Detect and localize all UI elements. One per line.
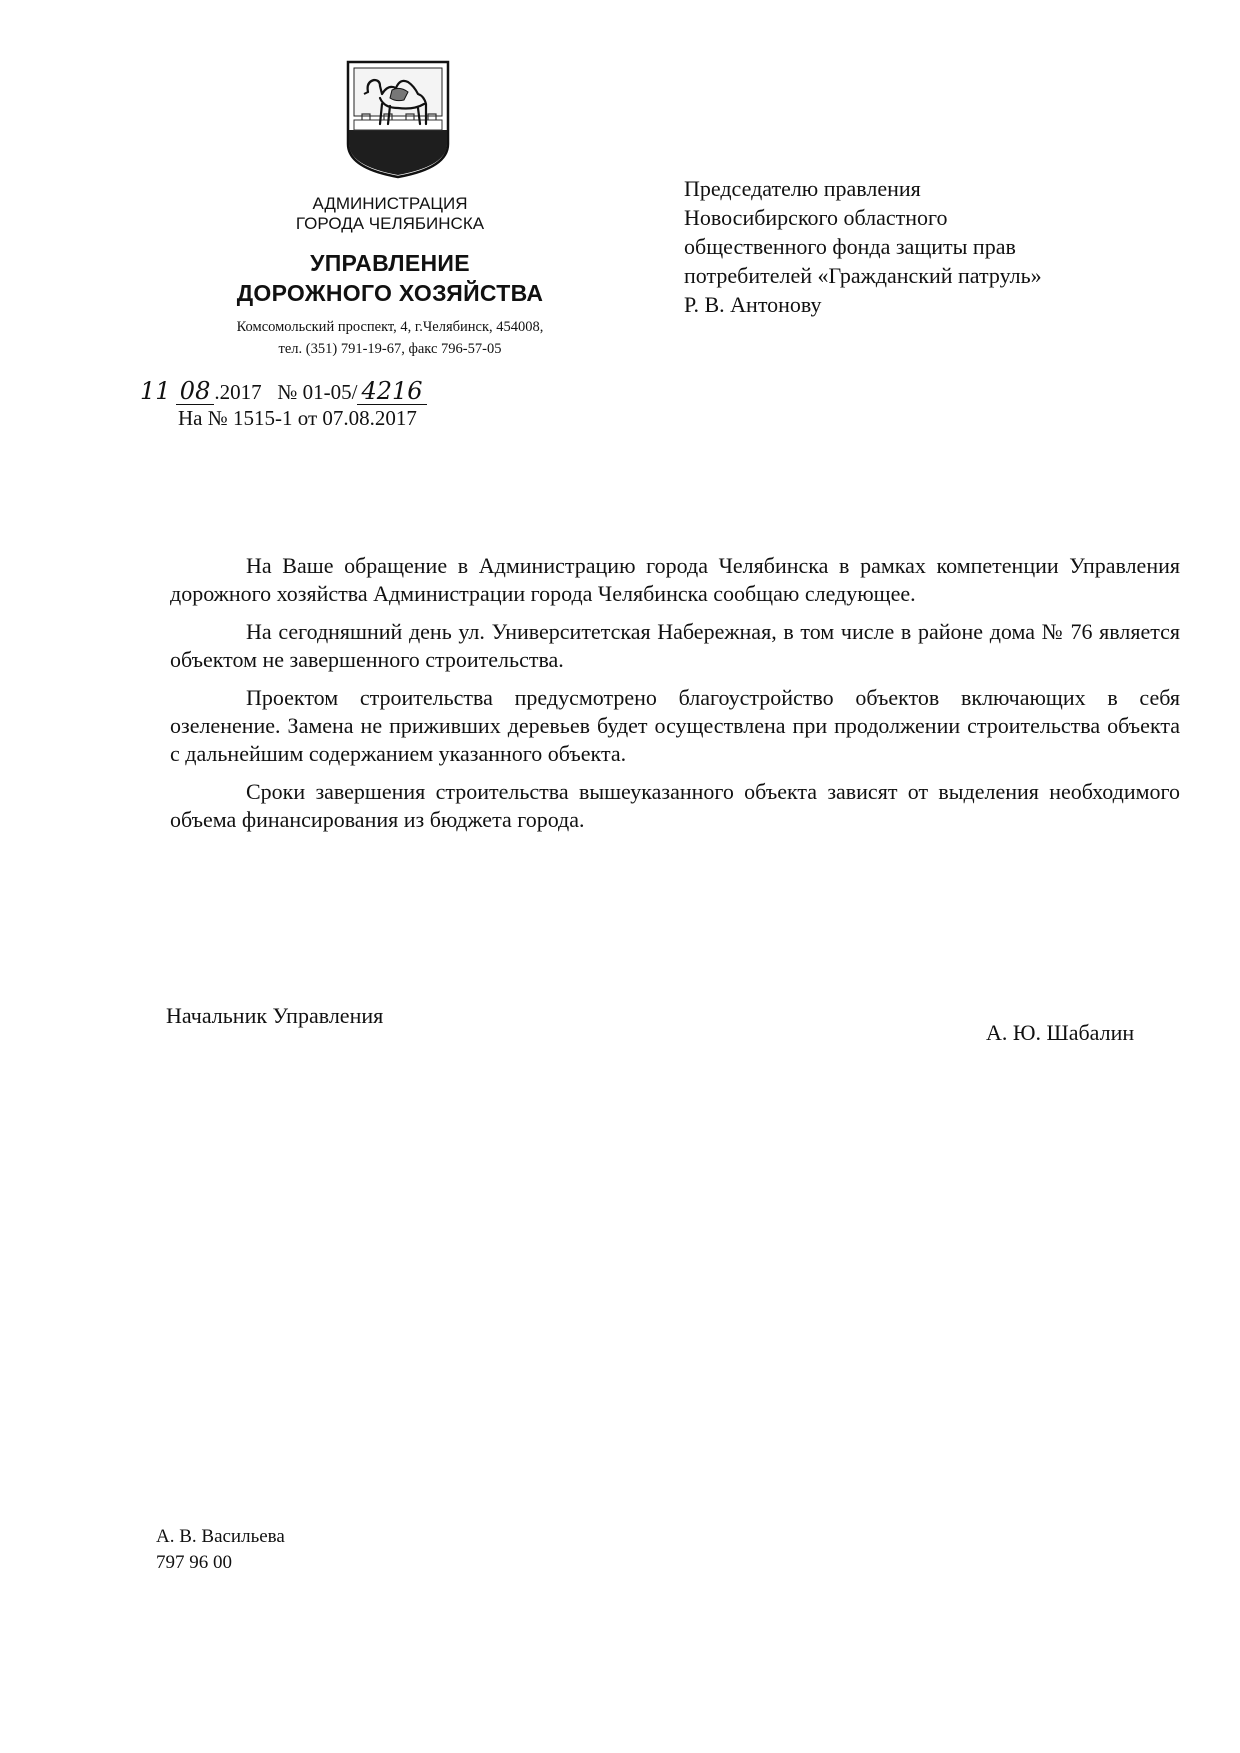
body-paragraph: На Ваше обращение в Администрацию города Челябинска в рамках компетенции Управления дорожного хозяйства Администрации города Челябинска сообщаю следующее. [170,553,1180,606]
letterhead-admin-line1: АДМИНИСТРАЦИЯ [312,194,468,213]
body-paragraph: Сроки завершения строительства вышеуказанного объекта зависят от выделения необходимого объема финансирования из бюджета города. [170,779,1180,832]
reply-reference: На № 1515-1 от 07.08.2017 [178,406,417,430]
letter-body [170,552,1180,844]
addressee-line: Новосибирского областного [684,205,948,230]
registration-date-number [140,378,427,405]
signatory-name: А. Ю. Шабалин [986,1020,1135,1045]
registration-year: .2017 [214,380,262,404]
handwritten-month: 08 [176,378,215,405]
addressee-line: общественного фонда защиты прав [684,234,1016,259]
handwritten-day: 11 [140,377,171,405]
letterhead-dept-line1: УПРАВЛЕНИЕ [310,250,470,276]
letterhead-admin-line2: ГОРОДА ЧЕЛЯБИНСКА [295,214,485,233]
letterhead-contacts [170,316,610,360]
city-coat-of-arms [344,58,452,180]
addressee-name: Р. В. Антонову [684,292,822,317]
letterhead-address: Комсомольский проспект, 4, г.Челябинск, 454008, [236,319,544,335]
registration-block [140,378,427,431]
executor-name: А. В. Васильева [156,1526,285,1547]
handwritten-number: 4216 [357,378,426,405]
executor-phone: 797 96 00 [156,1552,232,1573]
registration-number-prefix: № 01-05/ [277,380,358,404]
letterhead-administration [230,194,550,234]
body-paragraph: На сегодняшний день ул. Университетская Набережная, в том числе в районе дома № 76 является объектом не завершенного строительства. [170,619,1180,672]
body-paragraph: Проектом строительства предусмотрено благоустройство объектов включающих в себя озеленение. Замена не приживших деревьев будет осуществлена при продолжении строительства объекта с дальнейшим содержанием указанного объекта. [170,685,1180,766]
addressee-line: потребителей «Гражданский патруль» [684,263,1042,288]
letterhead-department [210,248,570,308]
addressee-block [684,174,1204,319]
letterhead-phones: тел. (351) 791-19-67, факс 796-57-05 [278,341,502,357]
executor-block [156,1524,285,1576]
coat-of-arms-icon [344,58,452,180]
letterhead-dept-line2: ДОРОЖНОГО ХОЗЯЙСТВА [236,280,544,306]
signatory-title: Начальник Управления [166,1003,384,1028]
addressee-line: Председателю правления [684,176,921,201]
